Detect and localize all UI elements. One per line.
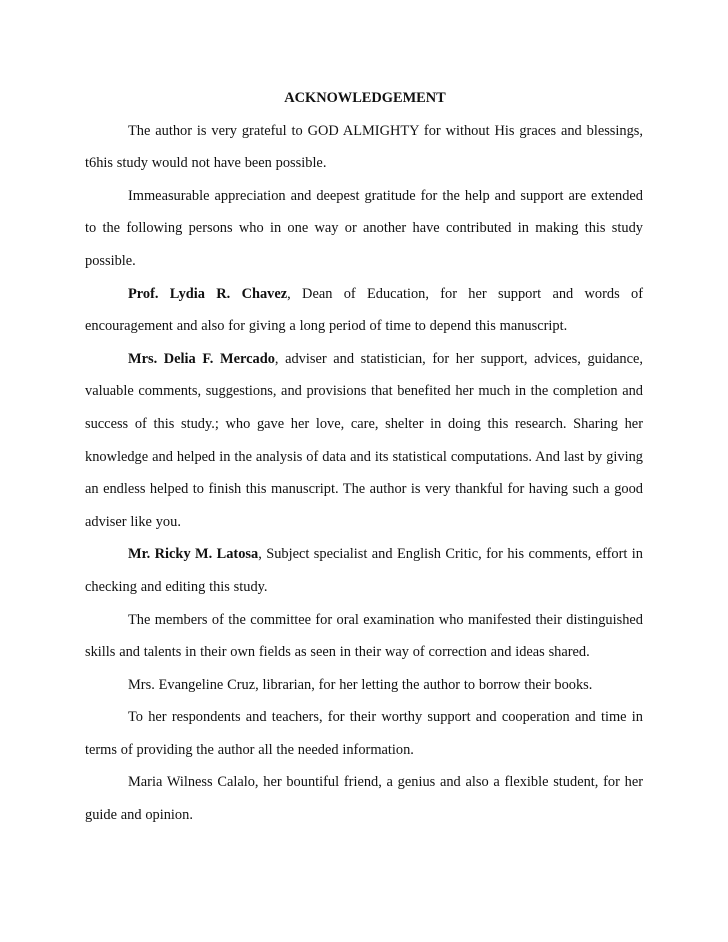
person-name: Mr. Ricky M. Latosa	[128, 546, 259, 563]
paragraph-text: The members of the committee for oral examination who manifested their distinguished skills and talents in their own fields as seen in their way of correction and ideas shared.	[85, 611, 643, 661]
paragraph-text: , Subject specialist and English Critic, for his comments, effort in checking and editing this study.	[85, 546, 643, 595]
person-name: Prof. Lydia R. Chavez	[128, 285, 288, 302]
paragraph-librarian	[85, 669, 643, 702]
paragraph-text: , Dean of Education, for her support and words of encouragement and also for giving a long period of time to depend this manuscript.	[85, 285, 643, 335]
paragraph-text: Mrs. Evangeline Cruz, librarian, for her letting the author to borrow their books.	[128, 676, 593, 693]
paragraph-text: Immeasurable appreciation and deepest gratitude for the help and support are extended to the following persons who in one way or another have contributed in making this study possible.	[85, 187, 643, 269]
paragraph-appreciation	[85, 180, 643, 278]
person-name: Mrs. Delia F. Mercado	[128, 350, 275, 367]
paragraph-friend	[85, 766, 643, 831]
paragraph-adviser	[85, 343, 643, 539]
page-title: ACKNOWLEDGEMENT	[284, 90, 446, 106]
paragraph-text: , adviser and statistician, for her support, advices, guidance, valuable comments, suggestions, and provisions that benefited her much in the completion and success of this study.; who gave her love, care, shelter in doing this research. Sharing her knowledge and helped in the analysis of data and its statistical computations. And last by giving an endless helped to finish this manuscript. The author is very thankful for having such a good adviser like you.	[85, 350, 643, 530]
paragraph-text: The author is very grateful to GOD ALMIGHTY for without His graces and blessings, t6his study would not have been possible.	[85, 122, 643, 172]
paragraph-text: To her respondents and teachers, for their worthy support and cooperation and time in terms of providing the author all the needed information.	[85, 709, 643, 758]
paragraph-respondents	[85, 701, 643, 766]
paragraph-text: Maria Wilness Calalo, her bountiful friend, a genius and also a flexible student, for her guide and opinion.	[85, 774, 643, 824]
paragraph-committee	[85, 604, 643, 669]
paragraph-gratitude-god	[85, 115, 643, 180]
paragraph-dean	[85, 278, 643, 343]
paragraph-critic	[85, 538, 643, 603]
document-page	[85, 82, 643, 832]
